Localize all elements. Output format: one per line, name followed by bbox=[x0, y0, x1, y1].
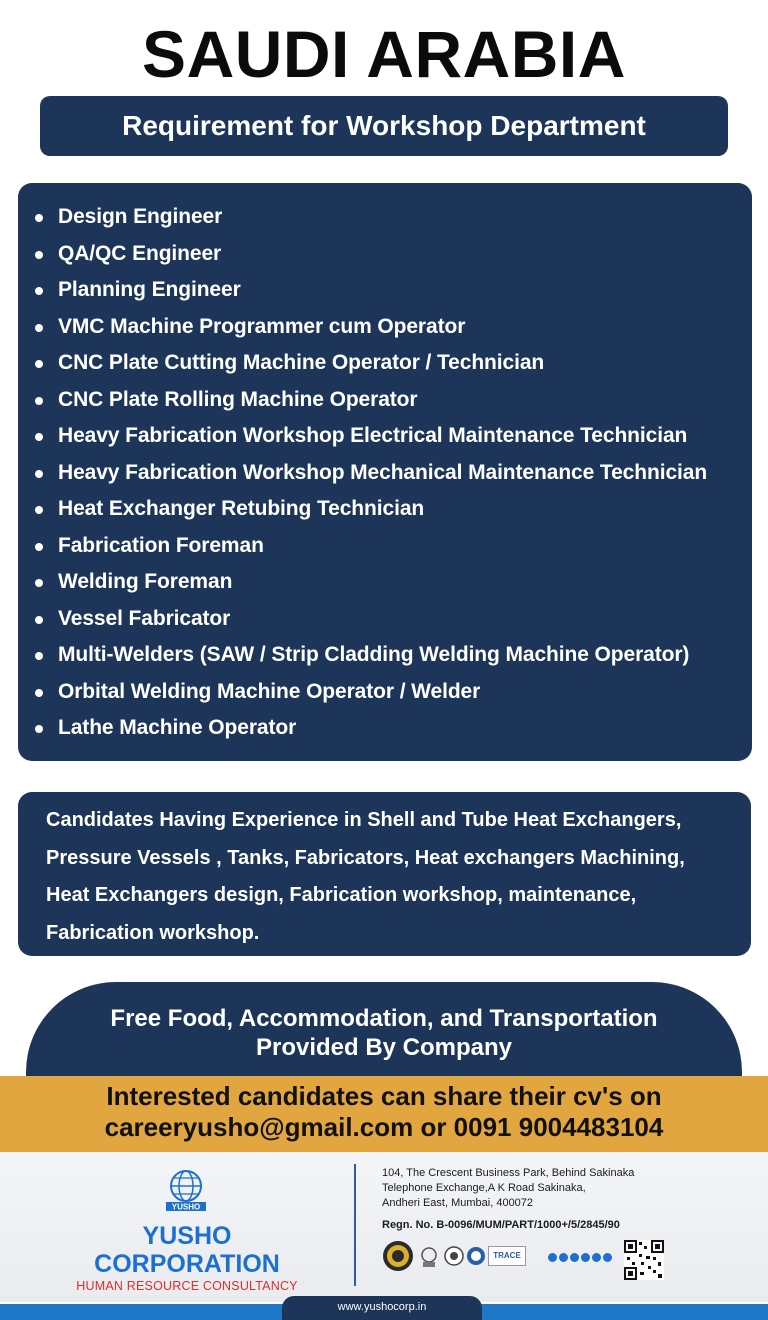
contact-banner bbox=[0, 1076, 768, 1152]
list-item: Lathe Machine Operator bbox=[32, 710, 752, 747]
address-line: Telephone Exchange,A K Road Sakinaka, bbox=[382, 1182, 586, 1194]
benefits-line-2: Provided By Company bbox=[255, 1034, 513, 1061]
instagram-icon[interactable] bbox=[570, 1253, 579, 1262]
trace-label: TRACE bbox=[493, 1251, 521, 1260]
divider bbox=[354, 1164, 356, 1286]
list-item: QA/QC Engineer bbox=[32, 236, 752, 273]
trace-badge bbox=[488, 1246, 526, 1266]
brand-tagline: HUMAN RESOURCE CONSULTANCY bbox=[76, 1279, 298, 1293]
experience-line: Fabrication workshop. bbox=[46, 921, 260, 944]
jobs-panel bbox=[18, 183, 752, 761]
list-item: CNC Plate Cutting Machine Operator / Technician bbox=[32, 345, 752, 382]
social-icon[interactable] bbox=[548, 1253, 557, 1262]
list-item: Heat Exchanger Retubing Technician bbox=[32, 491, 752, 528]
list-item: Planning Engineer bbox=[32, 272, 752, 309]
list-item: Heavy Fabrication Workshop Mechanical Maintenance Technician bbox=[32, 455, 752, 492]
award-seal-icon bbox=[382, 1240, 414, 1274]
jobs-list bbox=[32, 199, 752, 747]
subtitle-banner: Requirement for Workshop Department bbox=[40, 96, 728, 156]
list-item: CNC Plate Rolling Machine Operator bbox=[32, 382, 752, 419]
experience-line: Candidates Having Experience in Shell and Tube Heat Exchangers, bbox=[46, 809, 682, 831]
address-line: Andheri East, Mumbai, 400072 bbox=[382, 1197, 534, 1209]
youtube-icon[interactable] bbox=[603, 1253, 612, 1262]
page-title: SAUDI ARABIA bbox=[142, 17, 626, 91]
benefits-text bbox=[26, 1004, 742, 1062]
website-link[interactable]: www.yushocorp.in bbox=[282, 1296, 482, 1320]
experience-line: Heat Exchangers design, Fabrication workshop, maintenance, bbox=[46, 884, 637, 906]
certificate-badge-icon bbox=[420, 1246, 438, 1268]
quality-badge-icon bbox=[466, 1246, 486, 1266]
list-item: Multi-Welders (SAW / Strip Cladding Welding Machine Operator) bbox=[32, 637, 752, 674]
twitter-icon[interactable] bbox=[592, 1253, 601, 1262]
globe-icon bbox=[160, 1168, 212, 1212]
logo-small-text: YUSHO bbox=[171, 1202, 201, 1212]
facebook-icon[interactable] bbox=[559, 1253, 568, 1262]
list-item: Heavy Fabrication Workshop Electrical Maintenance Technician bbox=[32, 418, 752, 455]
contact-line-1: Interested candidates can share their cv's on bbox=[106, 1081, 662, 1111]
benefits-line-1: Free Food, Accommodation, and Transportation bbox=[110, 1005, 658, 1032]
qr-code-icon[interactable] bbox=[624, 1240, 664, 1280]
list-item: Design Engineer bbox=[32, 199, 752, 236]
list-item: Orbital Welding Machine Operator / Welder bbox=[32, 674, 752, 711]
experience-line: Pressure Vessels , Tanks, Fabricators, Heat exchangers Machining, bbox=[46, 846, 685, 869]
list-item: VMC Machine Programmer cum Operator bbox=[32, 309, 752, 346]
footer bbox=[0, 1152, 768, 1302]
company-logo bbox=[62, 1166, 312, 1296]
linkedin-icon[interactable] bbox=[581, 1253, 590, 1262]
address-line: 104, The Crescent Business Park, Behind Sakinaka bbox=[382, 1167, 635, 1179]
address bbox=[382, 1166, 672, 1211]
contact-line-2[interactable]: careeryusho@gmail.com or 0091 9004483104 bbox=[104, 1112, 664, 1142]
list-item: Welding Foreman bbox=[32, 564, 752, 601]
registration-number: Regn. No. B-0096/MUM/PART/1000+/5/2845/90 bbox=[382, 1219, 620, 1231]
list-item: Fabrication Foreman bbox=[32, 528, 752, 565]
brand-name-2: CORPORATION bbox=[94, 1250, 280, 1278]
iso-badge-icon bbox=[444, 1246, 464, 1266]
social-links bbox=[548, 1250, 618, 1266]
brand-name-1: YUSHO bbox=[142, 1222, 232, 1250]
list-item: Vessel Fabricator bbox=[32, 601, 752, 638]
experience-panel bbox=[18, 792, 751, 956]
